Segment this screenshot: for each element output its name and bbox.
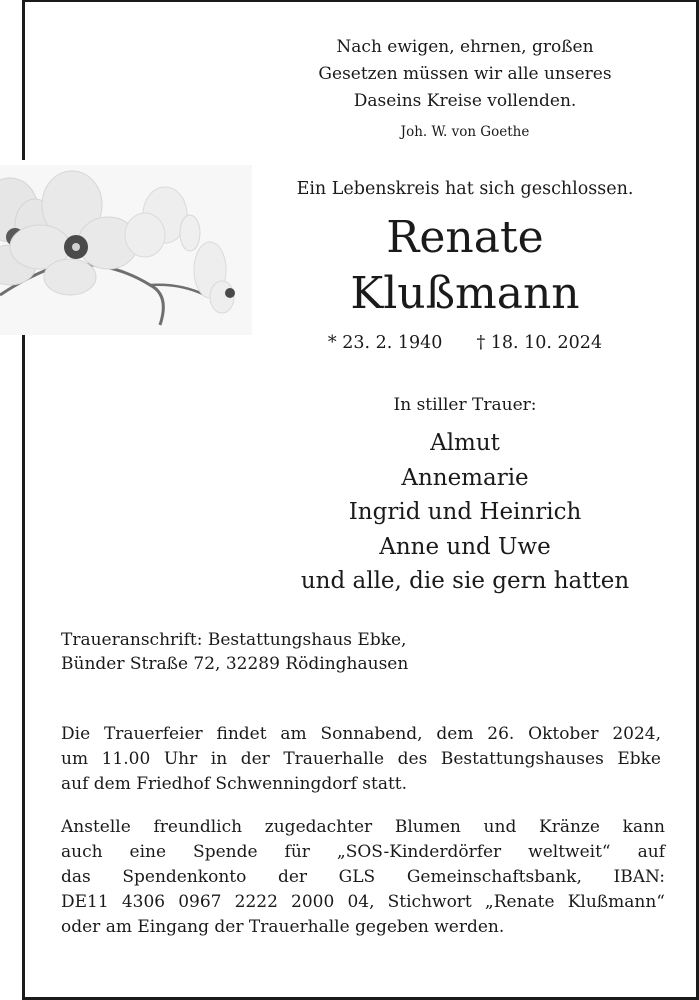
address-line: Bünder Straße 72, 32289 Rödinghausen: [61, 654, 409, 674]
ceremony-line: um 11.00 Uhr in der Trauerhalle des Bestattungshauses Ebke: [61, 749, 661, 769]
border-top: [22, 0, 699, 2]
family-member: und alle, die sie gern hatten: [300, 568, 630, 594]
family-member: Almut: [430, 430, 500, 456]
ceremony-line: auf dem Friedhof Schwenningdorf statt.: [61, 774, 408, 794]
ceremony-info: [61, 722, 661, 797]
border-left-lower: [22, 320, 25, 1000]
donation-line: das Spendenkonto der GLS Gemeinschaftsbank, IBAN:: [61, 867, 665, 887]
quote-line: Gesetzen müssen wir alle unseres: [318, 64, 612, 84]
quote-line: Nach ewigen, ehrnen, großen: [336, 37, 594, 57]
donation-line: auch eine Spende für „SOS-Kinderdörfer weltweit“ auf: [61, 842, 665, 862]
donation-line: oder am Eingang der Trauerhalle gegeben werden.: [61, 917, 505, 937]
family-member: Annemarie: [401, 464, 529, 491]
last-name: Klußmann: [350, 268, 580, 319]
birth-date: * 23. 2. 1940: [327, 333, 443, 353]
donation-line: Anstelle freundlich zugedachter Blumen und Kränze kann: [61, 817, 665, 837]
mourning-address: [61, 628, 408, 676]
family-member: Anne und Uwe: [379, 533, 551, 560]
orchid-icon: [0, 165, 252, 335]
quote-author: Joh. W. von Goethe: [400, 124, 530, 140]
donation-info: [61, 815, 665, 940]
border-left-upper: [22, 0, 25, 160]
family-list: [260, 426, 670, 599]
quote: [280, 34, 650, 115]
life-dates: [290, 333, 640, 353]
deceased-name: [270, 210, 660, 322]
death-date: † 18. 10. 2024: [476, 333, 603, 353]
quote-line: Daseins Kreise vollenden.: [353, 91, 577, 111]
ceremony-line: Die Trauerfeier findet am Sonnabend, dem 26. Oktober 2024,: [61, 724, 661, 744]
first-name: Renate: [386, 212, 544, 263]
donation-line: DE11 4306 0967 2222 2000 04, Stichwort „Renate Klußmann“: [61, 892, 665, 912]
intro-text: Ein Lebenskreis hat sich geschlossen.: [296, 179, 634, 199]
address-line: Traueranschrift: Bestattungshaus Ebke,: [61, 630, 407, 650]
mourning-label: In stiller Trauer:: [393, 395, 537, 415]
family-member: Ingrid und Heinrich: [348, 499, 582, 525]
